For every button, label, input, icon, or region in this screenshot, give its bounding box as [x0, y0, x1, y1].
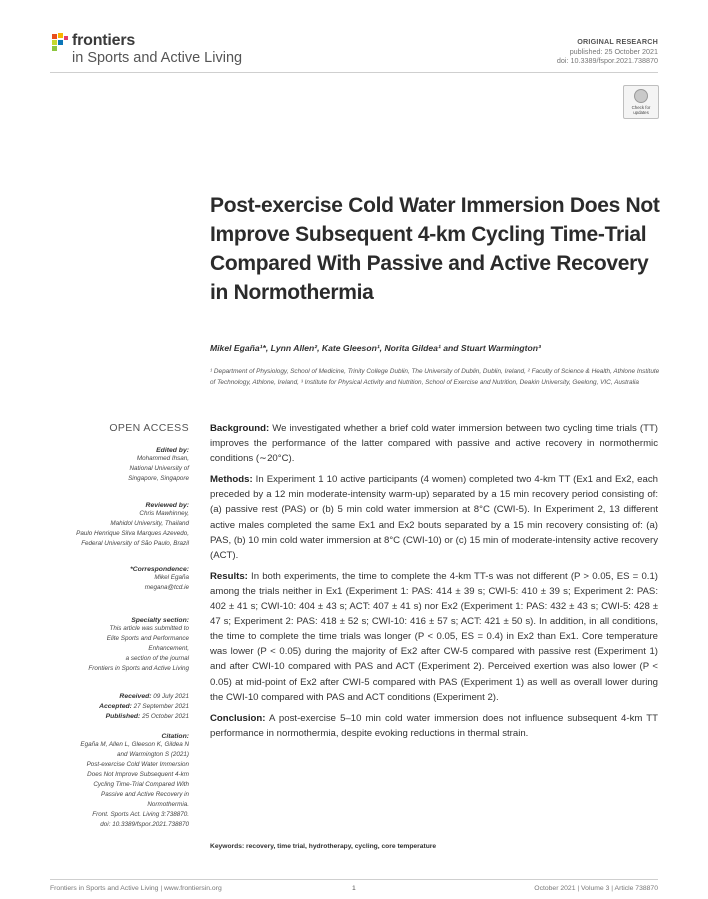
doi-link[interactable]: doi: 10.3389/fspor.2021.738870	[556, 56, 658, 65]
check-for-updates-button[interactable]	[623, 85, 659, 119]
correspondence-heading: *Correspondence:	[130, 566, 189, 573]
dates-block	[50, 692, 189, 722]
specialty-line: Frontiers in Sports and Active Living	[88, 665, 189, 672]
journal-name: in Sports and Active Living	[72, 50, 243, 66]
reviewer-line: Paulo Henrique Silva Marques Azevedo,	[76, 530, 189, 537]
brand-name: frontiers	[72, 32, 136, 49]
correspondent-email[interactable]: megana@tcd.ie	[144, 584, 189, 591]
abstract-methods	[210, 472, 658, 563]
section-label: Background:	[210, 423, 270, 434]
editor-line: Mohammed Ihsan,	[136, 455, 189, 462]
correspondent-name: Mikel Egaña	[154, 574, 189, 581]
citation-line: and Warmington S (2021)	[117, 751, 189, 758]
citation-heading: Citation:	[161, 733, 189, 740]
specialty-line: Enhancement,	[148, 645, 189, 652]
keywords-label: Keywords:	[210, 843, 245, 850]
bookmark-icon	[634, 89, 648, 103]
correspondence-block	[50, 566, 189, 593]
received-date: 09 July 2021	[153, 693, 189, 700]
keywords-list: recovery, time trial, hydrotherapy, cycling, core temperature	[244, 843, 437, 850]
section-text: A post-exercise 5–10 min cold water immersion does not influence subsequent 4-km TT performance in normothermia, despite evoking reductions in thermal strain.	[210, 712, 658, 739]
accepted-label: Accepted:	[99, 703, 132, 710]
footer-issue-info: October 2021 | Volume 3 | Article 738870	[534, 885, 658, 892]
published-label: Published:	[105, 713, 141, 720]
edited-by-heading: Edited by:	[156, 447, 189, 454]
keywords	[210, 843, 436, 850]
citation-line: Normothermia.	[147, 801, 189, 808]
published-value: 25 October 2021	[142, 713, 189, 720]
citation-line: Passive and Active Recovery in	[101, 791, 189, 798]
author-list: Mikel Egaña¹*, Lynn Allen², Kate Gleeson¹, Norita Gildea¹ and Stuart Warmington³	[210, 343, 541, 353]
section-text: In both experiments, the time to complete the 4-km TT-s was not different (P > 0.05, ES = 0.1) among the trials neither in Ex1 (Experiment 1: PAS: 414 ± 39 s; CWI-5: 410 ± 39 s; Experiment 2: PAS: 402 ± 41 s; CWI-10: 404 ± 43 s; ACT: 407 ± 41 s) nor Ex2 (Experiment 1: PAS: 432 ± 43 s; CWI-5: 428 ± 47 s; Experiment 2: PAS: 418 ± 52 s; CWI-10: 416 ± 57 s; ACT: 421 ± 50 s). In addition, in all conditions, the time to complete the time trials was longer (P < 0.05, ES = 0.4) in Ex2 than Ex1. Core temperature was lower (P < 0.05) during the majority of Ex2 after CW-5 compared with passive rest (Experiment 1) and after CWI-10 compared with PAS and ACT (Experiment 2). Perceived exertion was also lower (P < 0.05) at mid-point of Ex2 after CWI-5 compared with PAS (Experiment 1) as well as overall lower during the CWI-10 compared with PAS and ACT conditions (Experiment 2).	[210, 570, 658, 703]
abstract-conclusion	[210, 711, 658, 741]
accepted-date: 27 September 2021	[133, 703, 189, 710]
reviewer-line: Chris Mawhinney,	[139, 510, 189, 517]
citation-line: Egaña M, Allen L, Gleeson K, Gildea N	[80, 741, 189, 748]
reviewer-line: Federal University of São Paulo, Brazil	[81, 540, 189, 547]
open-access-label: OPEN ACCESS	[109, 422, 189, 434]
abstract-results	[210, 569, 658, 705]
article-type: ORIGINAL RESEARCH	[577, 37, 658, 46]
citation-line: Post-exercise Cold Water Immersion	[86, 761, 189, 768]
editor-line: Singapore, Singapore	[128, 475, 189, 482]
check-updates-label: Check for updates	[631, 105, 651, 115]
specialty-block	[50, 617, 189, 674]
section-text: We investigated whether a brief cold water immersion between two cycling time trials (TT) improves the performance of the latter compared with passive and active recovery in normothermic conditions (∼20°C).	[210, 423, 658, 465]
citation-line: Front. Sports Act. Living 3:738870.	[92, 811, 189, 818]
specialty-line: This article was submitted to	[109, 625, 189, 632]
page-number: 1	[352, 885, 356, 892]
edited-by-block	[50, 447, 189, 484]
footer-journal-link[interactable]: Frontiers in Sports and Active Living | www.frontiersin.org	[50, 885, 222, 892]
received-label: Received:	[119, 693, 152, 700]
citation-line: doi: 10.3389/fspor.2021.738870	[100, 821, 189, 828]
specialty-line: a section of the journal	[125, 655, 189, 662]
footer-divider	[50, 879, 658, 880]
editor-line: National University of	[129, 465, 189, 472]
citation-line: Cycling Time-Trial Compared With	[93, 781, 189, 788]
specialty-heading: Specialty section:	[131, 617, 189, 624]
frontiers-logo-icon	[50, 32, 70, 52]
abstract	[210, 421, 658, 747]
published-date: published: 25 October 2021	[569, 47, 658, 56]
section-label: Conclusion:	[210, 712, 266, 724]
section-label: Results:	[210, 570, 248, 582]
abstract-background	[210, 421, 658, 466]
specialty-line: Elite Sports and Performance	[106, 635, 189, 642]
reviewed-by-heading: Reviewed by:	[145, 502, 189, 509]
journal-logo[interactable]	[50, 30, 270, 74]
section-text: In Experiment 1 10 active participants (4 women) completed two 4-km TT (Ex1 and Ex2, each preceded by a 12 min moderate-intensity warm-up) separated by a 15 min recovery period consisting of: (a) passive rest (PAS) or (b) 5 min cold water immersion at 8°C (CWI-5). In Experiment 2, 13 different active males completed the same Ex1 and Ex2 bouts separated by a 15 min recovery consisting of: (a) PAS, (b) 10 min cold water immersion at 8°C (CWI-10) or (c) 15 min of moderate-intensity active recovery (ACT).	[210, 474, 658, 561]
article-title: Post-exercise Cold Water Immersion Does Not Improve Subsequent 4-km Cycling Time-Trial Compared With Passive and Active Recovery in Normothermia	[210, 194, 660, 304]
reviewer-line: Mahidol University, Thailand	[110, 520, 189, 527]
affiliations: ¹ Department of Physiology, School of Medicine, Trinity College Dublin, The University of Dublin, Dublin, Ireland, ² Faculty of Science & Health, Athlone Institute of Technology, Athlone, Ireland, ³ Institute for Physical Activity and Nutrition, School of Exercise and Nutrition, Deakin University, Geelong, VIC, Australia	[210, 368, 660, 386]
header-divider	[50, 72, 658, 73]
section-label: Methods:	[210, 474, 253, 486]
citation-block	[50, 733, 189, 830]
reviewed-by-block	[50, 502, 189, 549]
citation-line: Does Not Improve Subsequent 4-km	[87, 771, 189, 778]
